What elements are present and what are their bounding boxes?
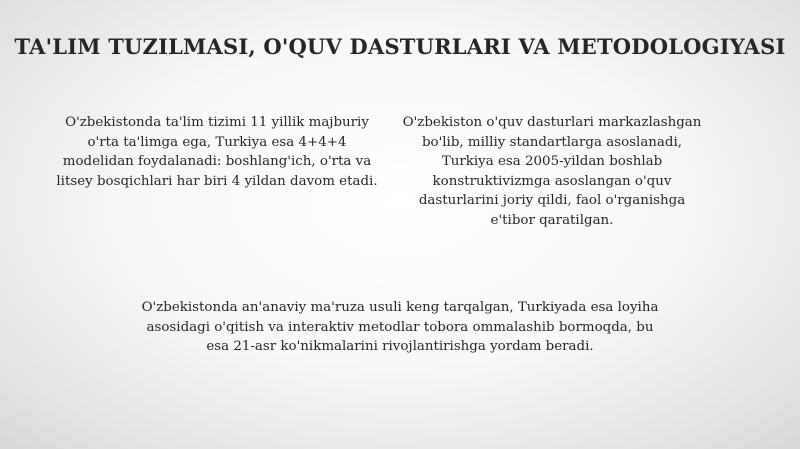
paragraph-education-structure: O'zbekistonda ta'lim tizimi 11 yillik majburiy o'rta ta'limga ega, Turkiya esa 4+4+4 modelidan foydalanadi: boshlang'ich, o'rta va litsey bosqichlari har biri 4 yildan davom etadi. bbox=[56, 115, 378, 189]
paragraph-curriculum: O'zbekiston o'quv dasturlari markazlashgan bo'lib, milliy standartlarga asoslanadi, Turkiya esa 2005-yildan boshlab konstruktivizmga asoslangan o'quv dasturlarini joriy qildi, faol o'rganishga e'tibor qaratilgan. bbox=[402, 115, 702, 228]
slide-title: TA'LIM TUZILMASI, O'QUV DASTURLARI VA METODOLOGIYASI bbox=[14, 34, 786, 59]
paragraph-methodology: O'zbekistonda an'anaviy ma'ruza usuli keng tarqalgan, Turkiyada esa loyiha asosidagi o'qitish va interaktiv metodlar tobora ommalashib bormoqda, bu esa 21-asr ko'nikmalarini rivojlantirishga yordam beradi. bbox=[141, 300, 659, 354]
